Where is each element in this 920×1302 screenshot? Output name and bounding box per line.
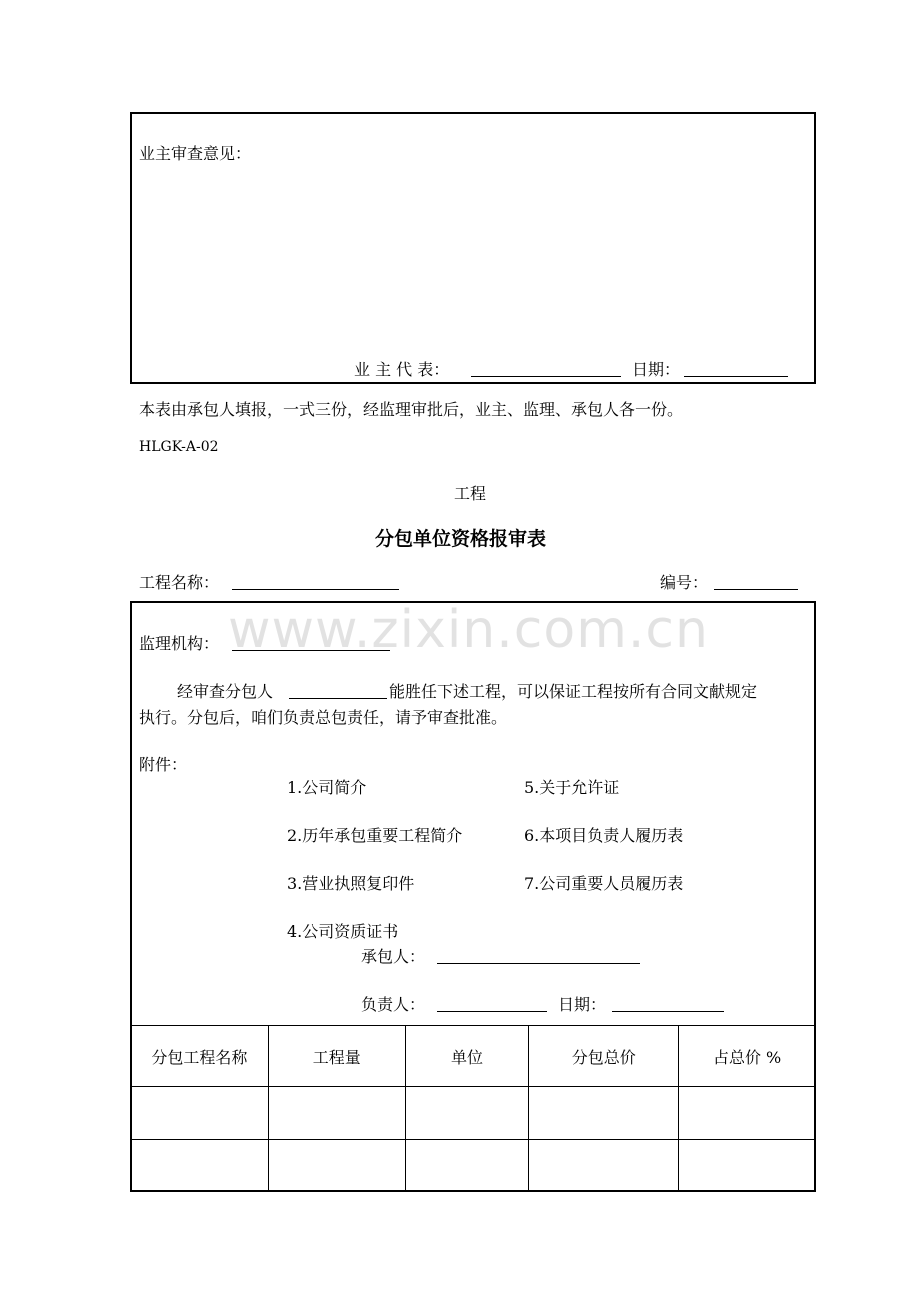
attachment-item: 6.本项目负责人履历表 [524, 826, 684, 845]
project-name-field[interactable] [232, 573, 399, 590]
body-text-part2: 能胜任下述工程，可以保证工程按所有合同文献规定 [389, 682, 758, 701]
subcontract-table [130, 1025, 816, 1192]
project-name-label: 工程名称： [139, 573, 220, 592]
form-date-field[interactable] [612, 995, 724, 1012]
table-header-cell: 工程量 [268, 1026, 405, 1087]
subcontractor-field[interactable] [289, 682, 387, 699]
table-cell[interactable] [679, 1139, 816, 1191]
table-row [131, 1087, 816, 1139]
form-date-label: 日期： [558, 995, 607, 1014]
owner-date-field[interactable] [684, 360, 788, 377]
body-text-part1: 经审查分包人 [177, 682, 274, 701]
attachment-item: 2.历年承包重要工程简介 [287, 826, 463, 845]
project-word: 工程 [454, 484, 487, 503]
attachment-item: 5.关于允许证 [524, 778, 620, 797]
contractor-field[interactable] [437, 947, 640, 964]
table-cell[interactable] [529, 1087, 679, 1139]
owner-representative-label: 业 主 代 表： [354, 360, 450, 379]
responsible-field[interactable] [437, 995, 547, 1012]
number-field[interactable] [714, 573, 798, 590]
table-header-cell: 单位 [405, 1026, 529, 1087]
table-cell[interactable] [529, 1139, 679, 1191]
table-header-cell: 占总价 % [679, 1026, 816, 1087]
attachments-label: 附件： [139, 755, 188, 774]
contractor-label: 承包人： [361, 947, 426, 966]
number-label: 编号： [660, 573, 709, 592]
table-cell[interactable] [405, 1139, 529, 1191]
owner-review-label: 业主审查意见： [139, 144, 252, 163]
attachment-item: 1.公司简介 [287, 778, 367, 797]
table-header-cell: 分包工程名称 [131, 1026, 269, 1087]
form-title: 分包单位资格报审表 [375, 528, 547, 550]
supervisor-label: 监理机构： [139, 634, 220, 653]
form-code: HLGK-A-02 [139, 439, 219, 455]
table-cell[interactable] [679, 1087, 816, 1139]
form-note: 本表由承包人填报，一式三份，经监理审批后，业主、监理、承包人各一份。 [139, 400, 684, 419]
table-cell[interactable] [131, 1139, 269, 1191]
table-header-cell: 分包总价 [529, 1026, 679, 1087]
owner-date-label: 日期： [632, 360, 681, 379]
attachment-item: 3.营业执照复印件 [287, 874, 415, 893]
attachment-item: 4.公司资质证书 [287, 922, 399, 941]
owner-representative-field[interactable] [471, 360, 621, 377]
table-cell[interactable] [131, 1087, 269, 1139]
responsible-label: 负责人： [361, 995, 426, 1014]
table-row [131, 1139, 816, 1191]
supervisor-field[interactable] [232, 634, 390, 651]
body-text-line2: 执行。分包后，咱们负责总包责任，请予审查批准。 [139, 708, 508, 727]
watermark: www.zixin.com.cn [228, 600, 709, 660]
table-cell[interactable] [268, 1087, 405, 1139]
attachment-item: 7.公司重要人员履历表 [524, 874, 684, 893]
table-cell[interactable] [268, 1139, 405, 1191]
table-cell[interactable] [405, 1087, 529, 1139]
